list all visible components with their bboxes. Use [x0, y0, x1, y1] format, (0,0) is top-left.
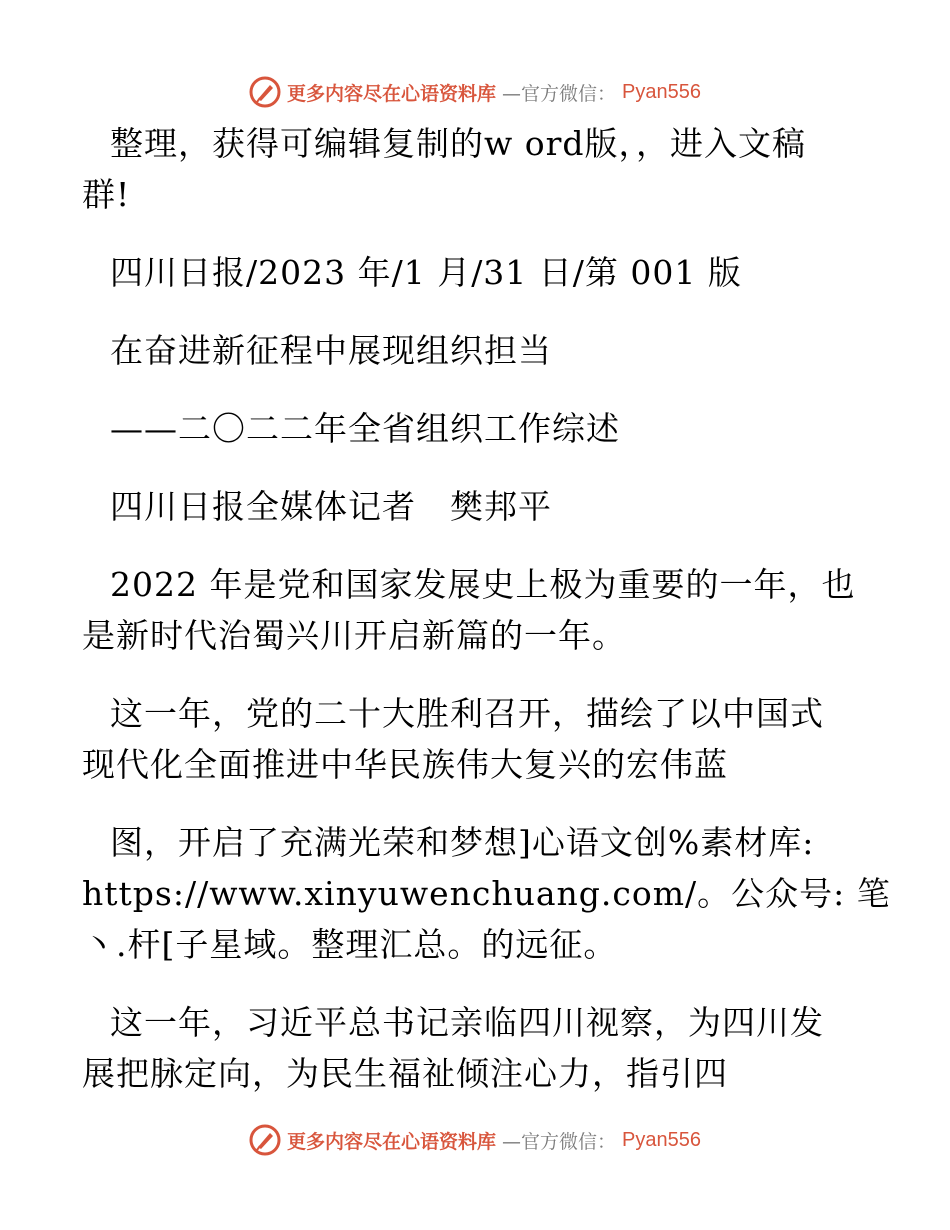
paragraph-body — [82, 997, 856, 1099]
text-line: 在奋进新征程中展现组织担当 — [110, 331, 552, 370]
footer-watermark — [0, 1120, 950, 1160]
text-line: 2022 年是党和国家发展史上极为重要的一年，也 — [110, 565, 856, 604]
article-byline — [96, 481, 856, 532]
text-line: https://www.xinyuwenchuang.com/。公众号: 笔 — [82, 874, 891, 913]
quill-logo-icon — [249, 1124, 281, 1156]
text-line: 四川日报/2023 年/1 月/31 日/第 001 版 — [110, 253, 742, 292]
paragraph-body — [82, 688, 856, 790]
paragraph-source — [96, 247, 856, 298]
watermark-account-id: Pyan556 — [622, 80, 701, 103]
document-body — [82, 118, 891, 1126]
text-line: 展把脉定向，为民生福祉倾注心力，指引四 — [82, 1054, 728, 1093]
text-line: ——二〇二二年全省组织工作综述 — [110, 409, 620, 448]
text-line: 图，开启了充满光荣和梦想]心语文创%素材库: — [110, 823, 815, 862]
text-line: 四川日报全媒体记者 樊邦平 — [110, 487, 552, 526]
text-line: 现代化全面推进中华民族伟大复兴的宏伟蓝 — [82, 745, 728, 784]
article-title — [96, 325, 856, 376]
text-line: 这一年，党的二十大胜利召开，描绘了以中国式 — [110, 694, 824, 733]
watermark-wechat-label: —官方微信： — [502, 82, 617, 105]
text-line: 这一年，习近平总书记亲临四川视察，为四川发 — [110, 1003, 824, 1042]
header-watermark — [0, 72, 950, 112]
article-subtitle — [96, 403, 856, 454]
quill-logo-icon — [249, 76, 281, 108]
text-line: 整理，获得可编辑复制的w ord版，，进入文稿 — [110, 124, 807, 163]
watermark-site-text: 更多内容尽在心语资料库 — [287, 82, 497, 105]
watermark-site-text: 更多内容尽在心语资料库 — [287, 1130, 497, 1153]
text-line: 群! — [82, 175, 131, 214]
watermark-account-id: Pyan556 — [622, 1128, 701, 1151]
paragraph-body — [82, 559, 856, 661]
text-line: 丶.杆[子星域。整理汇总。的远征。 — [82, 925, 618, 964]
paragraph-intro — [82, 118, 856, 220]
paragraph-body — [82, 817, 891, 970]
watermark-wechat-label: —官方微信： — [502, 1130, 617, 1153]
text-line: 是新时代治蜀兴川开启新篇的一年。 — [82, 616, 626, 655]
